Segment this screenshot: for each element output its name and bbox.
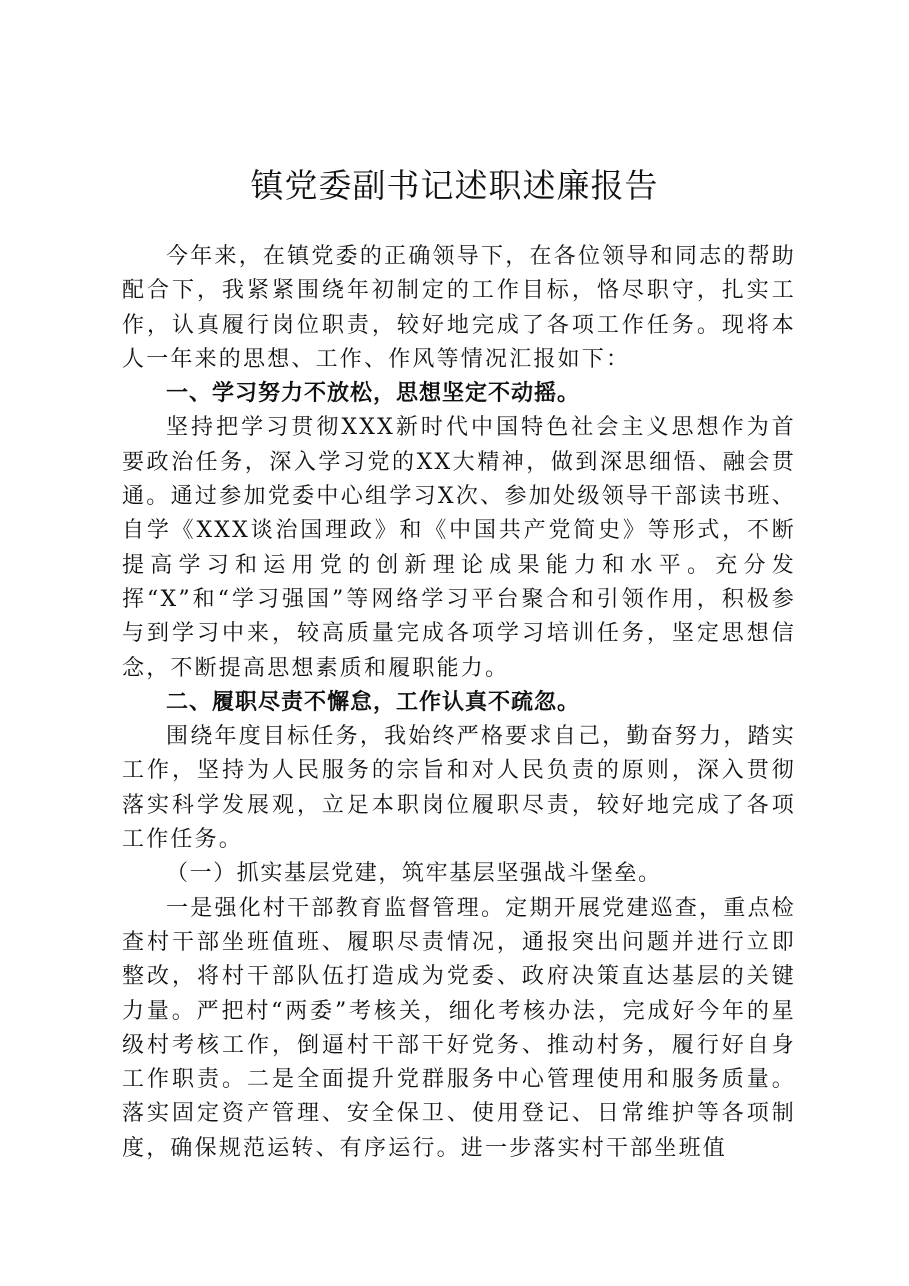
document-title: 镇党委副书记述职述廉报告 — [250, 166, 659, 205]
section-2-paragraph: 围绕年度目标任务，我始终严格要求自己，勤奋努力，踏实工作，坚持为人民服务的宗旨和对人民负责的原则，深入贯彻落实科学发展观，立足本职岗位履职尽责，较好地完成了各项工作任务。 — [122, 724, 796, 853]
intro-paragraph: 今年来，在镇党委的正确领导下，在各位领导和同志的帮助配合下，我紧紧围绕年初制定的工作目标，恪尽职守，扎实工作，认真履行岗位职责，较好地完成了各项工作任务。现将本人一年来的思想、工作、作风等情况汇报如下： — [122, 244, 796, 372]
subsection-heading-1: （一）抓实基层党建，筑牢基层坚强战斗堡垒。 — [166, 861, 662, 887]
section-1-paragraph: 坚持把学习贯彻XXX新时代中国特色社会主义思想作为首要政治任务，深入学习党的XX大精神，做到深思细悟、融会贯通。通过参加党委中心组学习X次、参加处级领导干部读书班、自学《XXX谈治国理政》和《中国共产党简史》等形式，不断提高学习和运用党的创新理论成果能力和水平。充分发挥“X”和“学习强国”等网络学习平台聚合和引领作用，积极参与到学习中来，较高质量完成各项学习培训任务，坚定思想信念，不断提高思想素质和履职能力。 — [122, 415, 796, 681]
section-heading-2: 二、履职尽责不懈怠，工作认真不疏忽。 — [166, 689, 581, 715]
document-body — [122, 240, 796, 1166]
subsection-1-paragraph: 一是强化村干部教育监督管理。定期开展党建巡查，重点检查村干部坐班值班、履职尽责情况，通报突出问题并进行立即整改，将村干部队伍打造成为党委、政府决策直达基层的关键力量。严把村“两委”考核关，细化考核办法，完成好今年的星级村考核工作，倒逼村干部干好党务、推动村务，履行好自身工作职责。二是全面提升党群服务中心管理使用和服务质量。落实固定资产管理、安全保卫、使用登记、日常维护等各项制度，确保规范运转、有序运行。进一步落实村干部坐班值 — [122, 895, 796, 1161]
section-heading-1: 一、学习努力不放松，思想坚定不动摇。 — [166, 381, 581, 407]
